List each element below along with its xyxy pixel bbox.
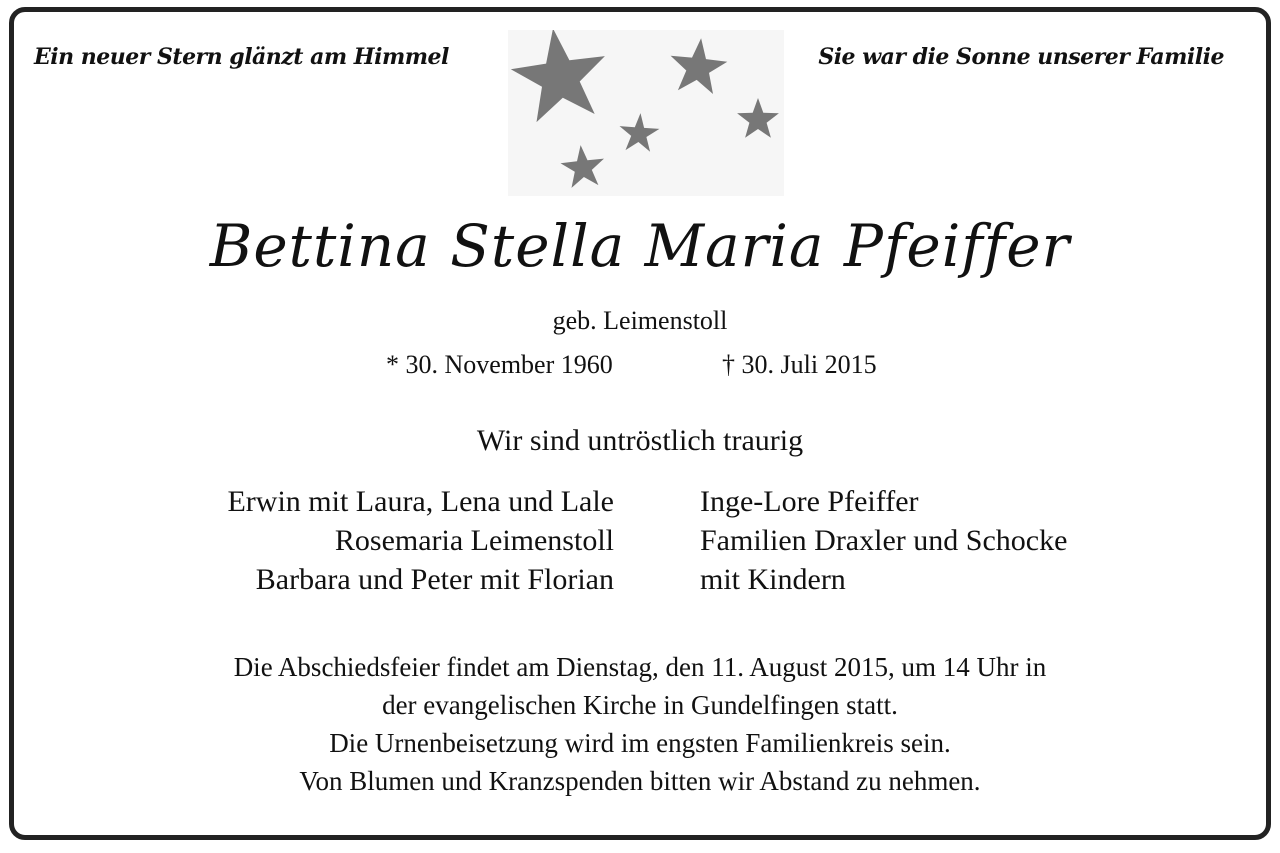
mourner-line: Barbara und Peter mit Florian: [255, 563, 614, 596]
motto-left: Ein neuer Stern glänzt am Himmel: [34, 44, 449, 70]
star-middle-icon: [620, 113, 660, 152]
mourners-right-column: [700, 482, 1067, 599]
notice-line: Die Urnenbeisetzung wird im engsten Familienkreis sein.: [329, 728, 951, 758]
star-upper-right-icon: [671, 38, 728, 94]
funeral-notice: [0, 648, 1280, 800]
mourner-line: Rosemaria Leimenstoll: [334, 524, 614, 557]
notice-line: Von Blumen und Kranzspenden bitten wir Abstand zu nehmen.: [299, 766, 981, 796]
mourner-line: Inge-Lore Pfeiffer: [700, 485, 919, 518]
star-bottom-icon: [561, 145, 605, 188]
notice-line: Die Abschiedsfeier findet am Dienstag, den 11. August 2015, um 14 Uhr in: [233, 652, 1047, 682]
mourner-line: mit Kindern: [700, 563, 846, 596]
mourning-intro: Wir sind untröstlich traurig: [476, 424, 804, 457]
mourners-left-column: [227, 482, 614, 599]
birth-date: * 30. November 1960: [386, 350, 613, 379]
star-right-icon: [737, 98, 779, 138]
deceased-name: Bettina Stella Maria Pfeiffer: [209, 212, 1071, 280]
death-date: † 30. Juli 2015: [722, 350, 877, 379]
stars-image: [508, 30, 784, 196]
mourner-line: Erwin mit Laura, Lena und Lale: [227, 485, 614, 518]
notice-line: der evangelischen Kirche in Gundelfingen statt.: [382, 690, 898, 720]
birth-name: geb. Leimenstoll: [552, 306, 728, 335]
star-large-icon: [511, 30, 605, 122]
mourner-line: Familien Draxler und Schocke: [700, 524, 1068, 557]
motto-right: Sie war die Sonne unserer Familie: [818, 44, 1224, 70]
